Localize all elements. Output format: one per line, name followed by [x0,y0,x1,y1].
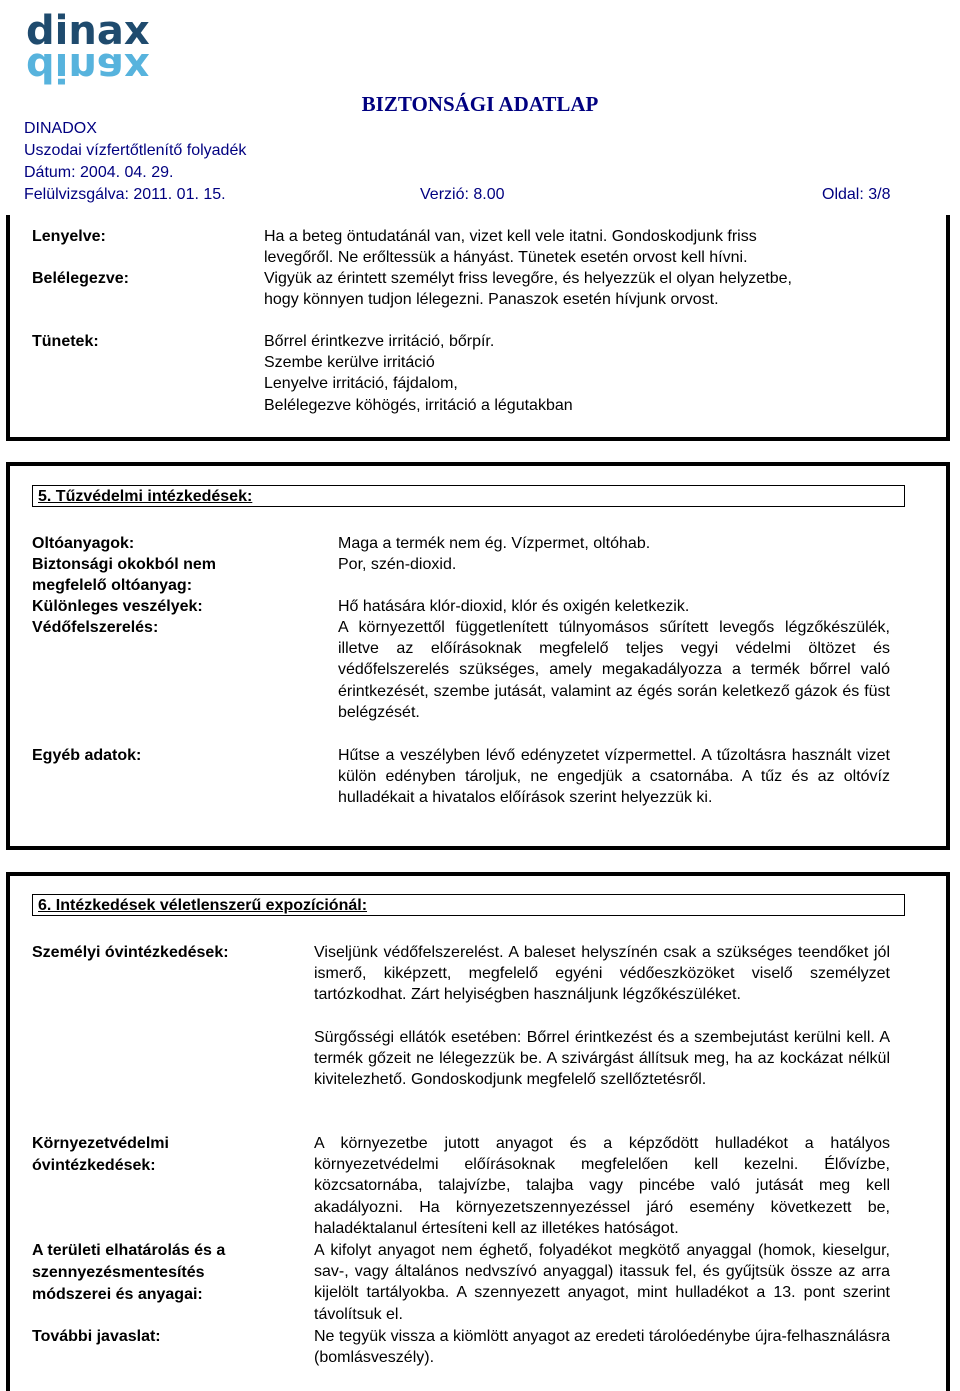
logo-reflection-text: dinax [26,44,150,90]
product-description: Uszodai vízfertőtlenítő folyadék [24,142,247,159]
text-special-hazards: Hő hatására klór-dioxid, klór és oxigén keletkezik. [338,598,690,615]
text-protective-equipment: A környezettől függetlenített túlnyomásos sűrített levegős légzőkészülék, illetve az előírásoknak megfelelő teljes vegyi védelmi öltözet és védőfelszerelés szükséges, amely megakadályozza a termék bőrrel való érintkezését, szembe jutását, valamint az égés során keletkező gázok és füst belégzését. [338,619,890,721]
label-environmental-1: Környezetvédelmi [32,1135,169,1152]
label-special-hazards: Különleges veszélyek: [32,598,203,615]
label-inhalation: Belélegezve: [32,270,129,287]
section-6-heading: 6. Intézkedések véletlenszerű expozíciónál: [32,894,905,916]
dinax-logo [22,4,156,96]
document-date: Dátum: 2004. 04. 29. [24,164,174,181]
product-name: DINADOX [24,120,97,137]
label-extinguishing-media: Oltóanyagok: [32,535,135,552]
label-containment-1: A területi elhatárolás és a [32,1242,226,1259]
section-5-heading: 5. Tűzvédelmi intézkedések: [32,485,905,507]
label-further-advice: További javaslat: [32,1328,161,1345]
text-ingestion: Ha a beteg öntudatánál van, vizet kell vele itatni. Gondoskodjunk friss levegőről. Ne erőltessük a hányást. Tünetek esetén orvost kell hívni. [264,228,757,267]
text-extinguishing-media: Maga a termék nem ég. Vízpermet, oltóhab. [338,535,651,552]
text-unsuitable-media: Por, szén-dioxid. [338,556,457,573]
label-containment-3: módszerei és anyagai: [32,1286,203,1303]
text-other-info: Hűtse a veszélyben lévő edényzetet vízpermettel. A tűzoltásra használt vizet külön edényben tároljuk, ne engedjük a csatornába. A tűz és az oltóvíz hulladékait a hivatalos előírások szerint helyezzük ki. [338,747,890,807]
text-containment: A kifolyt anyagot nem éghető, folyadékot megkötő anyaggal (homok, kieselgur, sav-, vagy általános nedvszívó anyaggal) itassuk fel, és gyűjtsük össze az arra kijelölt tartályokba. A szennyezett anyagot, mint hulladékot a 13. pont szerint távolítsuk el. [314,1242,890,1323]
text-inhalation: Vigyük az érintett személyt friss levegőre, és helyezzük el olyan helyzetbe, hogy könnyen tudjon lélegezni. Panaszok esetén hívjunk orvost. [264,270,792,309]
text-environmental: A környezetbe jutott anyagot és a képződött hulladékot a hatályos környezetvédelmi előírásoknak megfelelően kell kezelni. Élővízbe, közcsatornába, talajvízbe, talajba vagy pincébe való jutását meg kell akadályozni. Ha környezetszennyezéssel járó esemény következett be, haladéktalanul értesíteni kell az illetékes hatóságot. [314,1135,890,1237]
version: Verzió: 8.00 [420,186,505,203]
label-unsuitable-media-2: megfelelő oltóanyag: [32,577,193,594]
label-symptoms: Tünetek: [32,333,99,350]
document-title: BIZTONSÁGI ADATLAP [361,92,599,116]
section-4-continued [6,215,950,441]
section-6-accidental-release [6,872,950,1391]
label-other-info: Egyéb adatok: [32,747,142,764]
label-environmental-2: óvintézkedések: [32,1157,156,1174]
page-number: Oldal: 3/8 [822,186,891,203]
logo-text: dinax [26,8,150,54]
label-personal-precautions: Személyi óvintézkedések: [32,944,229,961]
text-further-advice: Ne tegyük vissza a kiömlött anyagot az eredeti tárolóedénybe újra-felhasználásra (bomlásveszély). [314,1328,890,1367]
text-symptoms: Bőrrel érintkezve irritáció, bőrpír. Szembe kerülve irritáció Lenyelve irritáció, fájdalom, Belélegezve köhögés, irritáció a légutakban [264,333,573,414]
label-containment-2: szennyezésmentesítés [32,1264,205,1281]
section-5-firefighting [6,462,950,850]
text-personal-precautions-2: Sürgősségi ellátók esetében: Bőrrel érintkezést és a szembejutást kerülni kell. A termék gőzeit ne lélegezzük be. A szivárgást állítsuk meg, ha az kockázat nélkül kivitelezhető. Gondoskodjunk megfelelő szellőztetésről. [314,1029,890,1089]
label-ingestion: Lenyelve: [32,228,106,245]
text-personal-precautions-1: Viseljünk védőfelszerelést. A baleset helyszínén csak a szükséges teendőket jól ismerő, kiképzett, megfelelő egyéni védőeszközöket viselő személyzet tartózkodhat. Zárt helyiségben használjunk légzőkészüléket. [314,944,890,1004]
label-unsuitable-media-1: Biztonsági okokból nem [32,556,217,573]
revision-date: Felülvizsgálva: 2011. 01. 15. [24,186,226,203]
label-protective-equipment: Védőfelszerelés: [32,619,159,636]
